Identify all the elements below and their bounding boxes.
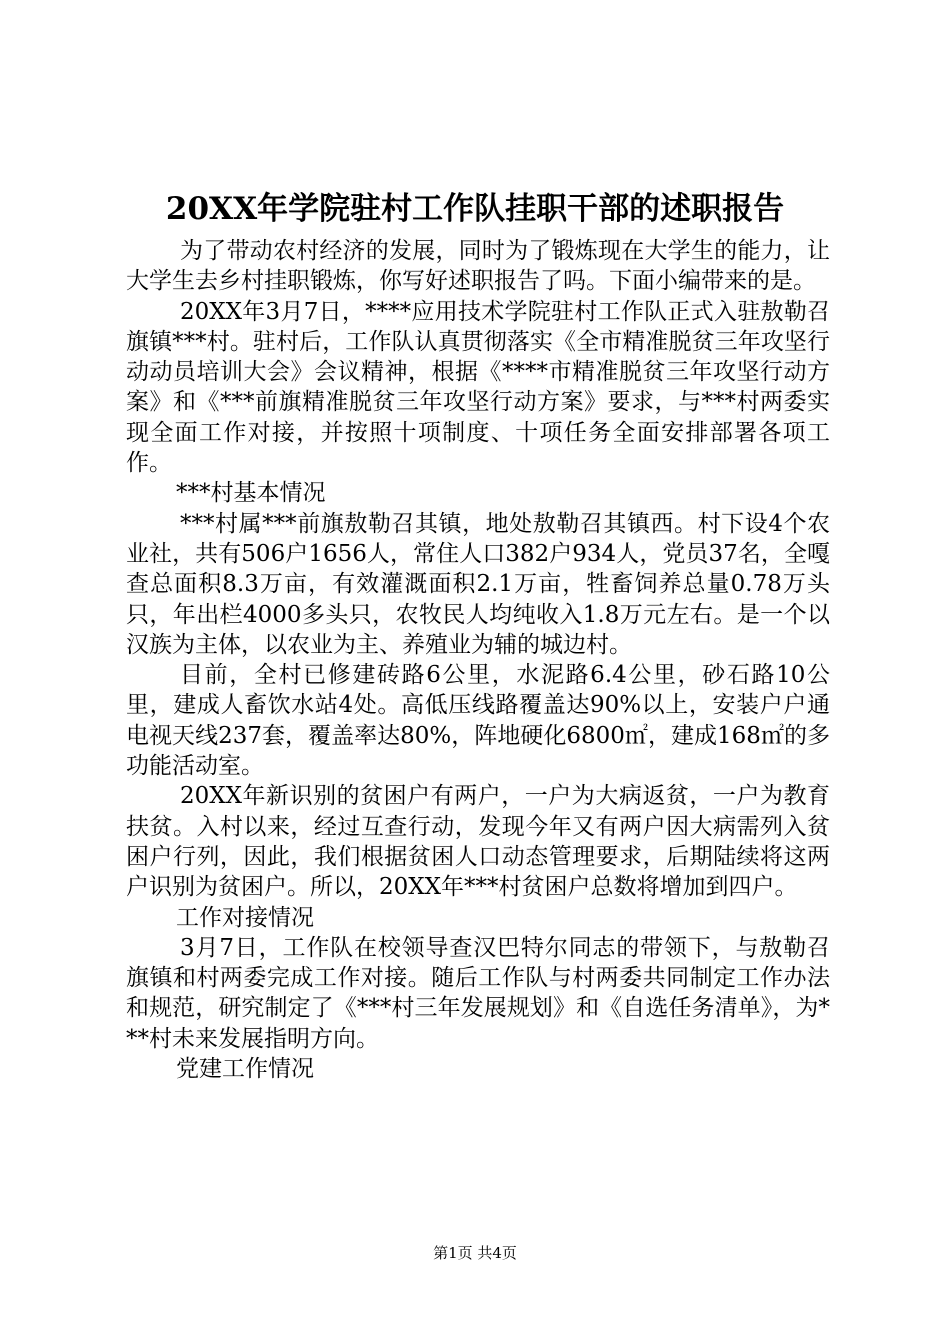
- section-heading-work-handover: 工作对接情况: [176, 904, 314, 931]
- village-overview-paragraph: ***村属***前旗敖勒召其镇，地处敖勒召其镇西。村下设4个农业社，共有506户1656人，常住人口382户934人，党员37名，全嘎查总面积8.3万亩，有效灌溉面积2.1万亩，牲畜饲养总量0.78万头只，年出栏4000多头只，农牧民人均纯收入1.8万元左右。是一个以汉族为主体，以农业为主、养殖业为辅的城边村。: [126, 510, 830, 658]
- document-title: 20XX年学院驻村工作队挂职干部的述职报告: [165, 191, 785, 227]
- intro-paragraph: 为了带动农村经济的发展，同时为了锻炼现在大学生的能力，让大学生去乡村挂职锻炼，你写好述职报告了吗。下面小编带来的是。: [126, 238, 830, 295]
- page-footer: 第1页 共4页: [433, 1244, 517, 1262]
- arrival-paragraph: 20XX年3月7日，****应用技术学院驻村工作队正式入驻敖勒召旗镇***村。驻村后，工作队认真贯彻落实《全市精准脱贫三年攻坚行动动员培训大会》会议精神，根据《****市精准脱贫三年攻坚行动方案》和《***前旗精准脱贫三年攻坚行动方案》要求，与***村两委实现全面工作对接，并按照十项制度、十项任务全面安排部署各项工作。: [126, 298, 830, 477]
- section-heading-party-building: 党建工作情况: [176, 1056, 314, 1083]
- infrastructure-paragraph: 目前，全村已修建砖路6公里，水泥路6.4公里，砂石路10公里，建成人畜饮水站4处。高低压线路覆盖达90%以上，安装户户通电视天线237套，覆盖率达80%，阵地硬化6800㎡，建成168㎡的多功能活动室。: [126, 662, 830, 780]
- document-body: [126, 236, 830, 1084]
- section-heading-village-overview: ***村基本情况: [176, 480, 326, 507]
- work-handover-paragraph: 3月7日，工作队在校领导查汉巴特尔同志的带领下，与敖勒召旗镇和村两委完成工作对接。随后工作队与村两委共同制定工作办法和规范，研究制定了《***村三年发展规划》和《自选任务清单》，为***村未来发展指明方向。: [126, 934, 830, 1052]
- poverty-paragraph: 20XX年新识别的贫困户有两户，一户为大病返贫，一户为教育扶贫。入村以来，经过互查行动，发现今年又有两户因大病需列入贫困户行列，因此，我们根据贫困人口动态管理要求，后期陆续将这两户识别为贫困户。所以，20XX年***村贫困户总数将增加到四户。: [126, 783, 830, 901]
